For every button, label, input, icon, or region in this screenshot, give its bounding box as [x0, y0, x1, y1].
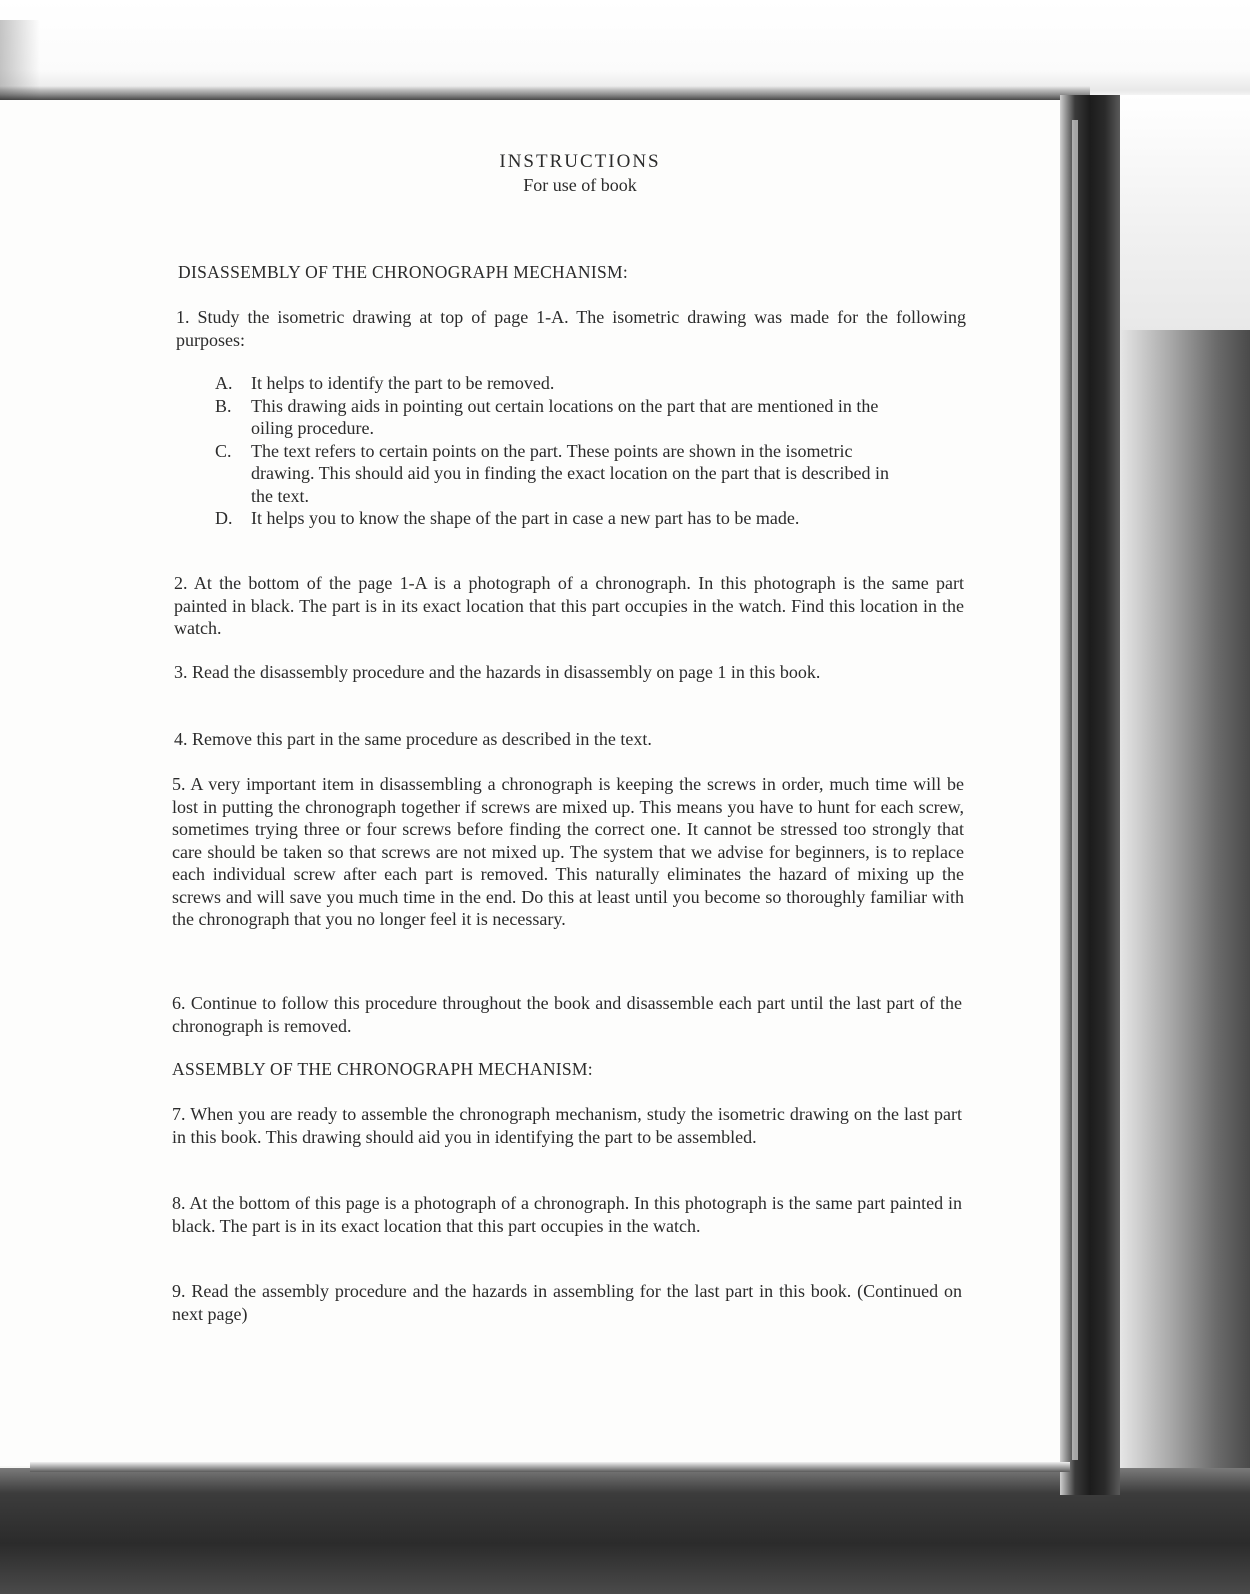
paragraph-3: 3. Read the disassembly procedure and the hazards in disassembly on page 1 in this book. [174, 662, 821, 682]
list-letter: D. [215, 508, 233, 528]
paragraph-2: 2. At the bottom of the page 1-A is a photograph of a chronograph. In this photograph is the same part painted in black. The part is in its exact location that this part occupies in the watch. Find this location in the watch. [174, 573, 964, 638]
list-letter: B. [215, 395, 232, 416]
page-subtitle: For use of book [523, 175, 637, 195]
page-title: INSTRUCTIONS [499, 151, 661, 172]
list-text: The text refers to certain points on the part. These points are shown in the isometric drawing. This should aid you in finding the exact location on the part that is described in the text. [251, 440, 890, 506]
scan-right-margin [1118, 95, 1250, 335]
paragraph-9: 9. Read the assembly procedure and the hazards in assembling for the last part in this book. (Continued on next page) [172, 1281, 962, 1324]
title-block [0, 150, 1160, 196]
page-top-edge [0, 86, 1090, 100]
paragraph-1: 1. Study the isometric drawing at top of page 1-A. The isometric drawing was made for the following purposes: [176, 307, 966, 350]
paragraph-6: 6. Continue to follow this procedure throughout the book and disassemble each part until the last part of the chronograph is removed. [172, 993, 962, 1036]
list-item [215, 440, 905, 508]
assembly-heading: ASSEMBLY OF THE CHRONOGRAPH MECHANISM: [172, 1059, 593, 1079]
page-bottom-edge [30, 1462, 1070, 1472]
document-page [0, 100, 1062, 1466]
paragraph-8: 8. At the bottom of this page is a photograph of a chronograph. In this photograph is the same part painted in black. The part is in its exact location that this part occupies in the watch. [172, 1193, 962, 1236]
list-item [215, 507, 905, 530]
list-text: It helps to identify the part to be removed. [251, 373, 555, 393]
paragraph-7: 7. When you are ready to assemble the chronograph mechanism, study the isometric drawing on the last part in this book. This drawing should aid you in identifying the part to be assembled. [172, 1104, 962, 1147]
disassembly-heading: DISASSEMBLY OF THE CHRONOGRAPH MECHANISM: [178, 262, 629, 282]
list-letter: C. [215, 440, 232, 461]
paragraph-4: 4. Remove this part in the same procedure as described in the text. [174, 729, 652, 749]
list-text: It helps you to know the shape of the part in case a new part has to be made. [251, 508, 800, 528]
list-text: This drawing aids in pointing out certain locations on the part that are mentioned in the oiling procedure. [251, 395, 879, 438]
purposes-list [215, 372, 905, 530]
scan-right-shadow [1118, 330, 1250, 1594]
list-item [215, 395, 905, 440]
binding-highlight [1072, 120, 1078, 1460]
page-binding-edge [1060, 95, 1120, 1495]
list-letter: A. [215, 373, 233, 393]
paragraph-5: 5. A very important item in disassembling a chronograph is keeping the screws in order, much time will be lost in putting the chronograph together if screws are mixed up. This means you have to hunt for each screw, sometimes trying three or four screws before finding the correct one. It cannot be stressed too strongly that care should be taken so that screws are not mixed up. The system that we advise for beginners, is to replace each individual screw after each part is removed. This naturally eliminates the hazard of mixing up the screws and will save you much time in the end. Do this at least until you become so thoroughly familiar with the chronograph that you no longer feel it is necessary. [172, 774, 964, 929]
list-item [215, 372, 905, 395]
scan-top-margin [0, 0, 1250, 100]
